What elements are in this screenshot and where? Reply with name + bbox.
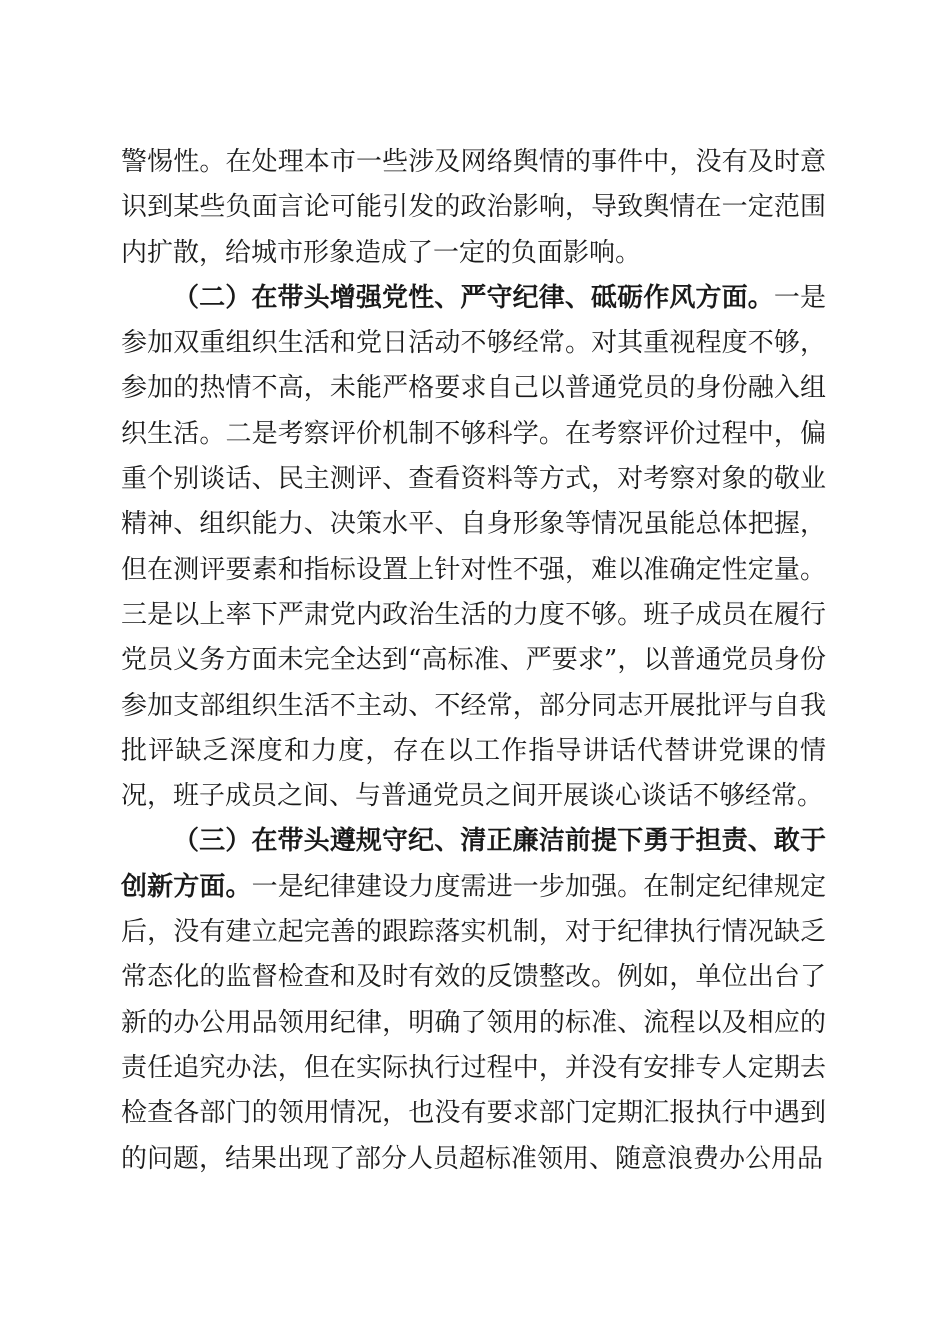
document-body: [121, 140, 826, 1182]
paragraph-text: 一是参加双重组织生活和党日活动不够经常。对其重视程度不够，参加的热情不高，未能严格要求自己以普通党员的身份融入组织生活。二是考察评价机制不够科学。在考察评价过程中，偏重个别谈话、民主测评、查看资料等方式，对考察对象的敬业精神、组织能力、决策水平、自身形象等情况虽能总体把握，但在测评要素和指标设置上针对性不强，难以准确定性定量。三是以上率下严肃党内政治生活的力度不够。班子成员在履行党员义务方面未完全达到“高标准、严要求”，以普通党员身份参加支部组织生活不主动、不经常，部分同志开展批评与自我批评缺乏深度和力度，存在以工作指导讲话代替讲党课的情况，班子成员之间、与普通党员之间开展谈心谈话不够经常。: [121, 282, 826, 812]
section-heading: （三）在带头遵规守纪、清正廉洁前提下勇于担责、敢于创新方面。: [121, 826, 826, 902]
paragraph-text: 一是纪律建设力度需进一步加强。在制定纪律规定后，没有建立起完善的跟踪落实机制，对于纪律执行情况缺乏常态化的监督检查和及时有效的反馈整改。例如，单位出台了新的办公用品领用纪律，明确了领用的标准、流程以及相应的责任追究办法，但在实际执行过程中，并没有安排专人定期去检查各部门的领用情况，也没有要求部门定期汇报执行中遇到的问题，结果出现了部分人员超标准领用、随意浪费办公用品: [121, 871, 826, 1174]
section-heading: （二）在带头增强党性、严守纪律、砥砺作风方面。: [173, 282, 774, 313]
paragraph-section-3: [121, 819, 826, 1181]
paragraph-continuation: [121, 140, 826, 276]
paragraph-section-2: [121, 276, 826, 820]
paragraph-text: 警惕性。在处理本市一些涉及网络舆情的事件中，没有及时意识到某些负面言论可能引发的政治影响，导致舆情在一定范围内扩散，给城市形象造成了一定的负面影响。: [121, 147, 826, 268]
